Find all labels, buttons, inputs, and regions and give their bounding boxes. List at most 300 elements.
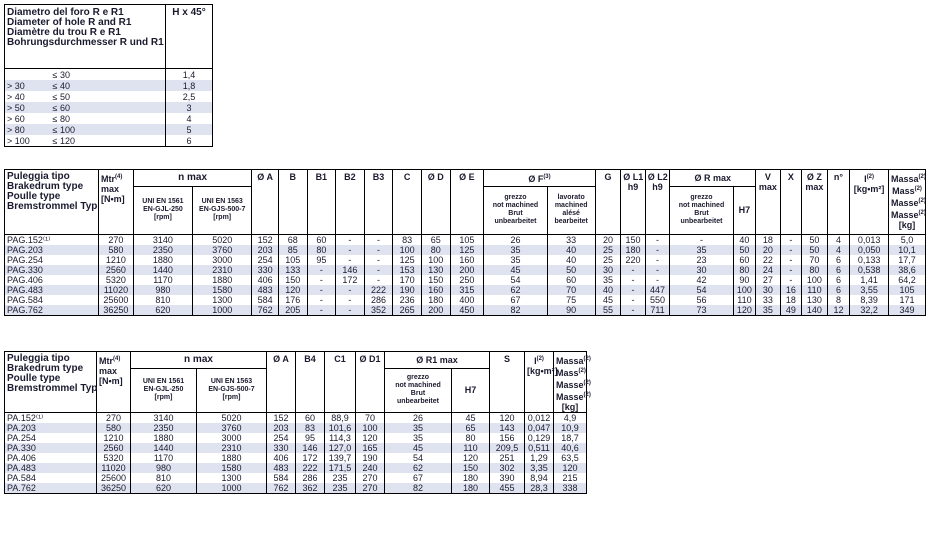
table-cell: 270: [97, 413, 131, 424]
table-cell: 42: [670, 275, 733, 285]
table-cell: -: [621, 285, 646, 295]
table-cell: 550: [645, 295, 670, 305]
table-cell: 40: [547, 245, 595, 255]
table-cell: 250: [450, 275, 484, 285]
table-cell: 0,013: [850, 235, 889, 246]
table-cell: ≤ 40: [49, 80, 166, 91]
table-cell: 338: [554, 483, 587, 494]
row-type-cell: PA.584: [5, 473, 97, 483]
table-cell: 8,94: [525, 473, 554, 483]
table-cell: 25: [595, 255, 621, 265]
col-n-header: n°: [827, 170, 849, 235]
col-i-header: $I^{(2)}$ [kg•m²]: [850, 170, 889, 235]
table-cell: 120: [733, 305, 756, 316]
table-cell: 35: [670, 245, 733, 255]
table-cell: 110: [452, 443, 490, 453]
table-cell: 584: [252, 295, 279, 305]
table-cell: 70: [802, 255, 828, 265]
table-row: [5, 135, 213, 147]
table-cell: 2310: [193, 265, 252, 275]
table-cell: 10,9: [554, 423, 587, 433]
table-cell: 1880: [133, 255, 192, 265]
row-type-cell: PA.254: [5, 433, 97, 443]
table-cell: 12: [827, 305, 849, 316]
table-cell: 54: [484, 275, 547, 285]
table-cell: 222: [364, 285, 393, 295]
table-cell: 35: [484, 245, 547, 255]
table-cell: 254: [252, 255, 279, 265]
table-cell: 125: [393, 255, 422, 265]
col-b3-header: B3: [364, 170, 393, 235]
table-cell: 483: [267, 463, 296, 473]
hole-chamfer-table: [4, 4, 213, 147]
table-cell: 330: [252, 265, 279, 275]
table-cell: 1300: [197, 473, 267, 483]
table-row: [5, 433, 587, 443]
table-cell: 83: [296, 423, 325, 433]
table-cell: -: [621, 265, 646, 275]
table-cell: -: [364, 235, 393, 246]
table-cell: -: [336, 285, 365, 295]
table-cell: 3: [166, 102, 213, 113]
table-cell: 18: [756, 235, 781, 246]
table-cell: 82: [385, 483, 452, 494]
table-cell: -: [645, 265, 670, 275]
col-a-header: Ø A: [252, 170, 279, 235]
table-cell: 82: [484, 305, 547, 316]
table-cell: 160: [450, 255, 484, 265]
table-cell: 114,3: [325, 433, 356, 443]
table-cell: 1880: [193, 275, 252, 285]
table-cell: -: [307, 285, 336, 295]
table-cell: 254: [267, 433, 296, 443]
table-cell: ≤ 50: [49, 91, 166, 102]
table-cell: 100: [356, 423, 385, 433]
table-cell: 455: [490, 483, 525, 494]
row-type-cell: PA.203: [5, 423, 97, 433]
table-cell: 18,7: [554, 433, 587, 443]
row-type-cell: PAG.483: [5, 285, 99, 295]
table-cell: 8: [827, 295, 849, 305]
table-cell: 26: [484, 235, 547, 246]
table-cell: 205: [278, 305, 307, 316]
table-cell: -: [307, 265, 336, 275]
table-cell: 25600: [99, 295, 134, 305]
col-f-header: Ø $F^{(3)}$: [484, 170, 595, 187]
table-cell: 1,41: [850, 275, 889, 285]
table-cell: 0,129: [525, 433, 554, 443]
col-mass-header: Massa$^{(2)}$ Mass$^{(2)}$ Masse$^{(2)}$ Masse$^{(2)}$ [kg]: [889, 170, 926, 235]
table-cell: 3140: [133, 235, 192, 246]
table-cell: 60: [296, 413, 325, 424]
table-cell: 153: [393, 265, 422, 275]
table-cell: 80: [421, 245, 450, 255]
table-cell: -: [621, 305, 646, 316]
row-type-cell: PA.762: [5, 483, 97, 494]
table-cell: 36250: [99, 305, 134, 316]
table-cell: 11020: [97, 463, 131, 473]
table-cell: 711: [645, 305, 670, 316]
table-cell: 68: [278, 235, 307, 246]
col-b2-header: B2: [336, 170, 365, 235]
table-cell: 0,050: [850, 245, 889, 255]
table-cell: 2,5: [166, 91, 213, 102]
table-cell: 143: [490, 423, 525, 433]
table-cell: -: [645, 275, 670, 285]
table-cell: 127,0: [325, 443, 356, 453]
table-cell: -: [364, 245, 393, 255]
table-cell: 23: [670, 255, 733, 265]
table-cell: 286: [364, 295, 393, 305]
table-cell: 1880: [131, 433, 197, 443]
table-cell: > 30: [5, 80, 49, 91]
table-cell: 270: [356, 483, 385, 494]
row-type-cell: PA.330: [5, 443, 97, 453]
col-b-header: B: [278, 170, 307, 235]
table-cell: 5020: [193, 235, 252, 246]
table-cell: 20: [756, 245, 781, 255]
table-cell: 110: [802, 285, 828, 295]
col-e-header: Ø E: [450, 170, 484, 235]
table-cell: -: [307, 275, 336, 285]
table-cell: 49: [780, 305, 801, 316]
table-cell: 620: [133, 305, 192, 316]
table-cell: 45: [385, 443, 452, 453]
table-cell: 80: [733, 265, 756, 275]
table-cell: 150: [278, 275, 307, 285]
table-cell: 16: [780, 285, 801, 295]
table-cell: -: [307, 295, 336, 305]
table-cell: 40,6: [554, 443, 587, 453]
col-i-header: $I^{(2)}$ [kg•m²]: [525, 352, 554, 413]
table-cell: 3760: [193, 245, 252, 255]
table-cell: 150: [452, 463, 490, 473]
table-cell: 0,538: [850, 265, 889, 275]
table-cell: 172: [296, 453, 325, 463]
table-cell: 35: [385, 423, 452, 433]
table-cell: 165: [356, 443, 385, 453]
table-cell: > 50: [5, 102, 49, 113]
col-l2-header: Ø L2 h9: [645, 170, 670, 235]
table-cell: 125: [450, 245, 484, 255]
table-cell: 120: [554, 463, 587, 473]
table-cell: 40: [733, 235, 756, 246]
table-cell: 110: [733, 295, 756, 305]
table-cell: 130: [802, 295, 828, 305]
table-cell: 120: [490, 413, 525, 424]
table-cell: 75: [547, 295, 595, 305]
table-cell: 8,39: [850, 295, 889, 305]
table-cell: 362: [296, 483, 325, 494]
row-type-cell: PAG.762: [5, 305, 99, 316]
table-cell: 67: [385, 473, 452, 483]
table-cell: 1,4: [166, 69, 213, 81]
r1-h7-header: H7: [452, 368, 490, 412]
table-cell: 2560: [97, 443, 131, 453]
table-cell: 170: [393, 275, 422, 285]
table-cell: 810: [131, 473, 197, 483]
table-cell: 810: [133, 295, 192, 305]
table-cell: 0,047: [525, 423, 554, 433]
col-x-header: X: [780, 170, 801, 235]
table-cell: 73: [670, 305, 733, 316]
table-cell: 236: [393, 295, 422, 305]
row-type-cell: PA.483: [5, 463, 97, 473]
table-cell: 406: [252, 275, 279, 285]
table-row: [5, 255, 926, 265]
row-type-cell: PAG.152⁽¹⁾: [5, 235, 99, 246]
table-cell: 63,5: [554, 453, 587, 463]
table-cell: 240: [356, 463, 385, 473]
table-cell: 45: [484, 265, 547, 275]
table-cell: 203: [267, 423, 296, 433]
row-type-cell: PAG.330: [5, 265, 99, 275]
table-cell: 176: [278, 295, 307, 305]
table-cell: 156: [490, 433, 525, 443]
table-cell: 33: [547, 235, 595, 246]
table-cell: 27: [756, 275, 781, 285]
col-s-header: S: [490, 352, 525, 413]
table-cell: 64,2: [889, 275, 926, 285]
table-cell: 1210: [99, 255, 134, 265]
table-cell: 980: [133, 285, 192, 295]
table-cell: -: [621, 295, 646, 305]
table-cell: 980: [131, 463, 197, 473]
table-cell: 580: [97, 423, 131, 433]
type-header: Puleggia tipo Brakedrum type Poulle type Bremstrommel Typ: [5, 352, 97, 413]
table-cell: 1880: [197, 453, 267, 463]
table-cell: 25600: [97, 473, 131, 483]
table-cell: 24: [756, 265, 781, 275]
table-cell: 133: [278, 265, 307, 275]
f-not-machined-header: grezzo not machined Brut unbearbeitet: [484, 186, 547, 234]
table-cell: 584: [267, 473, 296, 483]
table-cell: 60: [307, 235, 336, 246]
table-cell: 146: [336, 265, 365, 275]
table-cell: 209,5: [490, 443, 525, 453]
table-cell: 5,0: [889, 235, 926, 246]
table-cell: 0,511: [525, 443, 554, 453]
table-cell: 100: [733, 285, 756, 295]
table-cell: 1440: [131, 443, 197, 453]
table-cell: 28,3: [525, 483, 554, 494]
table-cell: 171,5: [325, 463, 356, 473]
table-cell: 1580: [193, 285, 252, 295]
table-cell: 85: [278, 245, 307, 255]
table-cell: 0,133: [850, 255, 889, 265]
table-cell: 222: [296, 463, 325, 473]
type-header: Puleggia tipo Brakedrum type Poulle type Bremstrommel Typ: [5, 170, 99, 235]
table-row: [5, 463, 587, 473]
table-cell: 6: [827, 285, 849, 295]
table-cell: 762: [267, 483, 296, 494]
table-cell: 56: [670, 295, 733, 305]
table-cell: 150: [421, 275, 450, 285]
table-cell: 180: [452, 483, 490, 494]
table-cell: 1170: [131, 453, 197, 463]
pag-brakedrum-table: [4, 169, 926, 316]
table-cell: 4,9: [554, 413, 587, 424]
table-row: [5, 265, 926, 275]
table-cell: 270: [99, 235, 134, 246]
table-cell: -: [780, 235, 801, 246]
table-cell: 152: [267, 413, 296, 424]
table-cell: 22: [756, 255, 781, 265]
table-cell: 3000: [193, 255, 252, 265]
table-cell: 1300: [193, 295, 252, 305]
col-r-header: Ø R max: [670, 170, 756, 187]
table-cell: 406: [267, 453, 296, 463]
table-row: [5, 113, 213, 124]
table-cell: 120: [356, 433, 385, 443]
table-row: [5, 295, 926, 305]
table-cell: 330: [267, 443, 296, 453]
table-cell: 483: [252, 285, 279, 295]
table-cell: 30: [670, 265, 733, 275]
table-cell: 352: [364, 305, 393, 316]
table-cell: 50: [802, 245, 828, 255]
nmax-gjs-header: UNI EN 1563 EN-GJS-500-7 [rpm]: [197, 368, 267, 412]
table-cell: 65: [421, 235, 450, 246]
table-cell: 235: [325, 483, 356, 494]
table-cell: 18: [780, 295, 801, 305]
table-row: [5, 102, 213, 113]
table-cell: 2560: [99, 265, 134, 275]
table-cell: 17,7: [889, 255, 926, 265]
table-cell: 105: [450, 235, 484, 246]
table-row: [5, 80, 213, 91]
table-cell: 20: [595, 235, 621, 246]
table-cell: -: [621, 275, 646, 285]
table-cell: 160: [421, 285, 450, 295]
table-cell: 90: [733, 275, 756, 285]
table-cell: 1580: [197, 463, 267, 473]
table-cell: 45: [452, 413, 490, 424]
table-cell: 30: [756, 285, 781, 295]
table-cell: 3,35: [525, 463, 554, 473]
table-cell: 4: [827, 235, 849, 246]
table-cell: 3,55: [850, 285, 889, 295]
table-row: [5, 69, 213, 81]
nmax-header: n max: [133, 170, 252, 187]
table-cell: 100: [393, 245, 422, 255]
table-cell: 5320: [97, 453, 131, 463]
table-cell: 54: [670, 285, 733, 295]
table-row: [5, 443, 587, 453]
nmax-gjl-header: UNI EN 1561 EN-GJL-250 [rpm]: [133, 186, 192, 234]
table-cell: 95: [307, 255, 336, 265]
table-cell: 50: [733, 245, 756, 255]
table-cell: 220: [621, 255, 646, 265]
table-cell: -: [336, 295, 365, 305]
table-cell: -: [780, 275, 801, 285]
table-cell: 105: [278, 255, 307, 265]
table-cell: 215: [554, 473, 587, 483]
table-cell: 32,2: [850, 305, 889, 316]
table-cell: -: [780, 265, 801, 275]
table-cell: 580: [99, 245, 134, 255]
table-cell: 270: [356, 473, 385, 483]
table-cell: 390: [490, 473, 525, 483]
table-row: [5, 235, 926, 246]
table-cell: -: [307, 305, 336, 316]
table-cell: 286: [296, 473, 325, 483]
table-cell: 152: [252, 235, 279, 246]
table-cell: 35: [756, 305, 781, 316]
table-cell: -: [645, 255, 670, 265]
r-h7-header: H7: [733, 186, 756, 234]
row-type-cell: PAG.406: [5, 275, 99, 285]
table-row: [5, 423, 587, 433]
row-type-cell: PAG.203: [5, 245, 99, 255]
table-cell: 400: [450, 295, 484, 305]
col-l1-header: Ø L1 h9: [621, 170, 646, 235]
table-row: [5, 124, 213, 135]
table-cell: 172: [336, 275, 365, 285]
table-cell: 50: [802, 235, 828, 246]
r-not-machined-header: grezzo not machined Brut unbearbeitet: [670, 186, 733, 234]
table-cell: 150: [621, 235, 646, 246]
table-cell: -: [336, 305, 365, 316]
table-cell: 55: [595, 305, 621, 316]
table-cell: 40: [595, 285, 621, 295]
table-cell: 100: [421, 255, 450, 265]
table-cell: -: [645, 245, 670, 255]
table-cell: -: [670, 235, 733, 246]
table-cell: 6: [827, 265, 849, 275]
table-cell: 251: [490, 453, 525, 463]
table-cell: 50: [547, 265, 595, 275]
mtr-header: Mtr$^{(4)}$ max [N•m]: [97, 352, 131, 413]
col-b1-header: B1: [307, 170, 336, 235]
table-cell: 45: [595, 295, 621, 305]
table-cell: 62: [385, 463, 452, 473]
table-cell: ≤ 80: [49, 113, 166, 124]
row-type-cell: PAG.584: [5, 295, 99, 305]
table-cell: 302: [490, 463, 525, 473]
table-cell: 315: [450, 285, 484, 295]
table-cell: 5020: [197, 413, 267, 424]
table-cell: 70: [547, 285, 595, 295]
table-cell: 1000: [193, 305, 252, 316]
table-cell: 3000: [197, 433, 267, 443]
table-cell: 33: [756, 295, 781, 305]
table-cell: [5, 69, 49, 81]
table-cell: -: [336, 255, 365, 265]
table-cell: 235: [325, 473, 356, 483]
table-cell: 120: [278, 285, 307, 295]
table-cell: > 80: [5, 124, 49, 135]
table-row: [5, 473, 587, 483]
table-row: [5, 245, 926, 255]
row-type-cell: PAG.254: [5, 255, 99, 265]
f-machined-header: lavorato machined alésé bearbeitet: [547, 186, 595, 234]
table-cell: 60: [547, 275, 595, 285]
table-cell: 67: [484, 295, 547, 305]
col-c-header: C: [393, 170, 422, 235]
table-cell: 171: [889, 295, 926, 305]
table-cell: 101,6: [325, 423, 356, 433]
table-cell: -: [364, 255, 393, 265]
table-cell: 80: [452, 433, 490, 443]
table-cell: 620: [131, 483, 197, 494]
table-cell: -: [645, 235, 670, 246]
table-cell: 190: [393, 285, 422, 295]
table-row: [5, 305, 926, 316]
table-cell: 140: [802, 305, 828, 316]
table-cell: 265: [393, 305, 422, 316]
table-cell: -: [336, 235, 365, 246]
